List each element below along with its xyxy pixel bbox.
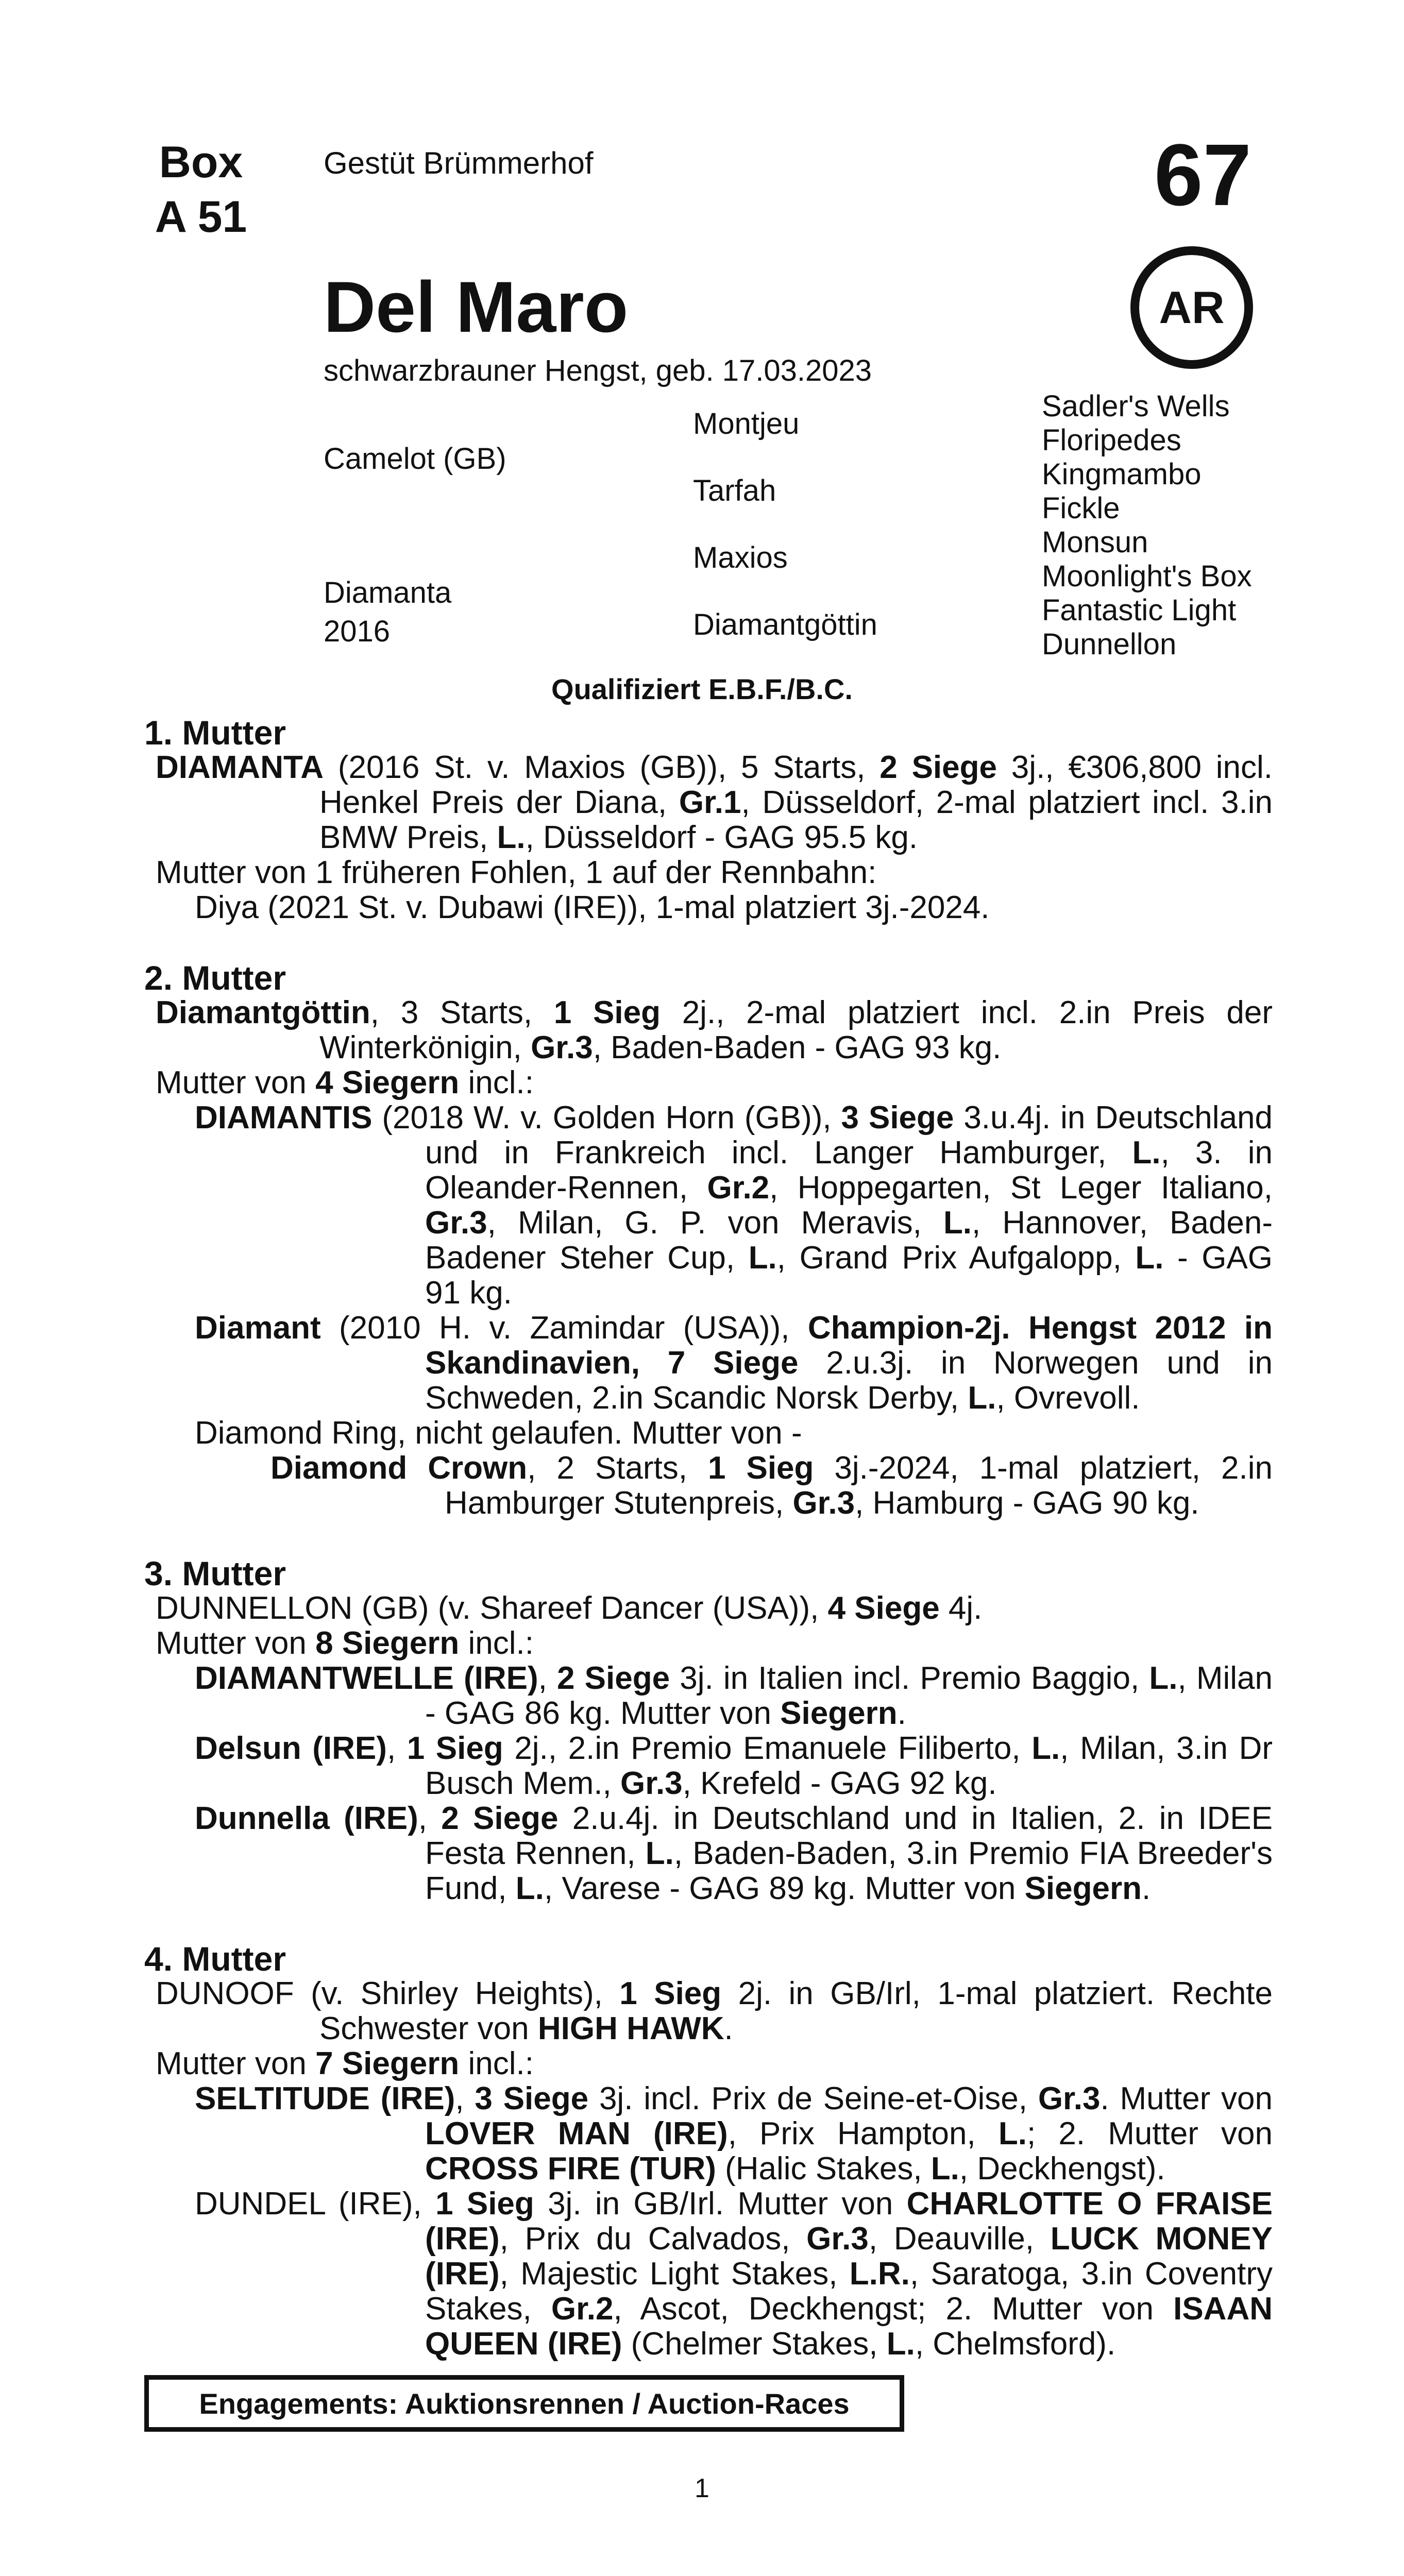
engagements-box: Engagements: Auktionsrennen / Auction-Races [144,2375,904,2432]
box-word: Box [159,138,243,187]
text-run: Mutter von [156,2046,316,2081]
text-run: (Halic Stakes, [716,2151,931,2187]
produce-record [144,1731,1273,1801]
pedigree-great-grandparents [1042,389,1252,662]
text-run: 3j. incl. Prix de Seine-et-Oise, [588,2081,1038,2116]
pedigree-ggp: Dunnellon [1042,628,1177,661]
pedigree-ggp: Kingmambo [1042,457,1202,491]
text-run: 3j. in GB/Irl. Mutter von [534,2186,907,2222]
text-run: 2.u.4j. in Deutschland und in Italien, 2. in IDEE Festa Rennen, [425,1801,1273,1871]
grade: L. [515,1871,544,1906]
text-run: , Deckhengst). [959,2151,1165,2187]
text-run: 2j., 2-mal platziert incl. 2.in Preis der Winterkönigin, [319,995,1273,1065]
text-run: (2010 H. v. Zamindar (USA)), [320,1310,808,1346]
grade: L. [1031,1731,1060,1766]
horse-description: schwarzbrauner Hengst, geb. 17.03.2023 [324,354,872,387]
pedigree-sire: Camelot (GB) [324,442,506,476]
grade: L. [1149,1660,1178,1696]
pedigree-sire-sire: Montjeu [693,407,800,440]
grade: L. [1132,1135,1161,1171]
winners-ref: Siegern [780,1696,898,1731]
dam-line-text [144,715,1273,2397]
horse-ref: HIGH HAWK [537,2011,724,2046]
text-run: , Hamburg - GAG 90 kg. [855,1485,1199,1521]
pedigree-sire-dam: Tarfah [693,474,776,507]
text-run: , Hannover, Baden-Badener Steher Cup, [425,1205,1273,1276]
wins: 2 Siege [441,1801,559,1836]
horse-ref: CROSS FIRE (TUR) [425,2151,716,2187]
text-run: , Milan, G. P. von Meravis, [487,1205,943,1241]
winners-count: 8 Siegern [315,1625,460,1661]
horse-ref: Diamant [195,1310,321,1346]
produce-record [144,2187,1273,2362]
section-title: 1. Mutter [144,714,286,752]
text-run: , Milan, 3.in Dr Busch Mem., [425,1731,1273,1801]
pedigree-ggp: Fantastic Light [1042,594,1237,627]
text-run: , Chelmsford). [915,2326,1116,2362]
text-run: ; 2. Mutter von [1027,2116,1273,2151]
dam-name: Diamantgöttin [156,995,370,1030]
horse-ref: SELTITUDE (IRE) [195,2081,455,2116]
wins: 2 Siege [557,1660,670,1696]
grade: Gr.3 [1038,2081,1101,2116]
wins: 1 Sieg [435,2186,534,2222]
text-run: 2.u.3j. in Norwegen und in Schweden, 2.in Scandic Norsk Derby, [425,1345,1273,1416]
text-run: , Prix Hampton, [728,2116,999,2151]
text-run: , Ovrevoll. [996,1380,1140,1416]
grade: L. [968,1380,996,1416]
text-run: 3j.-2024, 1-mal platziert, 2.in Hamburger Stutenpreis, [445,1450,1273,1521]
text-run: DUNOOF (v. Shirley Heights), [156,1976,620,2011]
grade: L. [497,820,526,855]
text-run: 3j. in Italien incl. Premio Baggio, [670,1660,1149,1696]
text-run: DUNNELLON (GB) (v. Shareef Dancer (USA)), [156,1590,828,1626]
text-run: , 2 Starts, [527,1450,708,1486]
text-run: , Grand Prix Aufgalopp, [776,1240,1136,1276]
wins: 4 Siege [827,1590,940,1626]
text-run: incl.: [459,2046,534,2081]
text-run: 2j., 2.in Premio Emanuele Filiberto, [503,1731,1032,1766]
produce-record [144,1801,1273,1906]
text-run: incl.: [459,1625,534,1661]
text-run: , Varese - GAG 89 kg. Mutter von [544,1871,1025,1906]
text-run: , Baden-Baden - GAG 93 kg. [593,1030,1002,1065]
pedigree-ggp: Fickle [1042,492,1120,525]
text-run: (2016 St. v. Maxios (GB)), 5 Starts, [324,750,880,785]
produce-record [144,2081,1273,2187]
horse-ref: LOVER MAN (IRE) [425,2116,728,2151]
pedigree-dam: Diamanta [324,576,452,609]
dam-record [144,1976,1273,2046]
grade: Gr.2 [551,2291,614,2327]
qualification: Qualifiziert E.B.F./B.C. [551,673,853,705]
grade: L. [886,2326,915,2362]
lot-number: 67 [1154,126,1252,224]
text-run: , Baden-Baden, 3.in Premio FIA Breeder's Fund, [425,1836,1273,1906]
text-run: 3j., €306,800 incl. Henkel Preis der Diana, [319,750,1273,820]
dam-record [144,995,1273,1065]
text-run: . [897,1696,906,1731]
wins: 3 Siege [841,1100,954,1136]
produce-record [144,1451,1273,1521]
grade: Gr.3 [620,1766,683,1801]
horse-ref: DIAMANTIS [195,1100,373,1136]
text-run: , [418,1801,442,1836]
text-run: , Düsseldorf - GAG 95.5 kg. [525,820,918,855]
pedigree-ggp: Monsun [1042,526,1148,559]
section-title: 3. Mutter [144,1554,286,1592]
text-run: , Saratoga, 3.in Coventry Stakes, [425,2256,1273,2327]
grade: Gr.3 [806,2221,869,2257]
text-run: , Majestic Light Stakes, [499,2256,850,2292]
wins: Champion-2j. Hengst 2012 in Skandinavien, 7 Siege [425,1310,1273,1381]
grade: L. [1135,1240,1164,1276]
wins: 2 Siege [879,750,997,785]
grade: Gr.2 [707,1170,770,1206]
section-title: 2. Mutter [144,959,286,997]
dam-record [144,1591,1273,1626]
grade: Gr.3 [425,1205,487,1241]
text-run: , Milan - GAG 86 kg. Mutter von [425,1660,1273,1731]
text-run: , Hoppegarten, St Leger Italiano, [769,1170,1273,1206]
pedigree-dam-year: 2016 [324,615,391,648]
text-run: , 3. in Oleander-Rennen, [425,1135,1273,1206]
wins: 1 Sieg [553,995,661,1030]
produce-record [144,1100,1273,1311]
grade: L. [748,1240,777,1276]
grade: Gr.1 [679,785,741,820]
dam-name: DIAMANTA [156,750,324,785]
ar-badge: AR [1130,246,1253,369]
wins: 1 Sieg [619,1976,722,2011]
box-number: A 51 [155,192,247,242]
text-run: (Chelmer Stakes, [622,2326,887,2362]
text-run: 3.u.4j. in Deutschland und in Frankreich incl. Langer Hamburger, [425,1100,1273,1171]
grade: Gr.3 [792,1485,855,1521]
text-run: 4j. [939,1590,983,1626]
produce-summary [144,2046,1273,2081]
produce-summary [144,1065,1273,1100]
pedigree-dam-dam: Diamantgöttin [693,608,877,641]
text-run: , [455,2081,475,2116]
text-run: , Prix du Calvados, [499,2221,807,2257]
pedigree-dam-sire: Maxios [693,541,788,574]
horse-ref: CHARLOTTE O FRAISE (IRE) [425,2186,1273,2257]
text-run: (2018 W. v. Golden Horn (GB)), [372,1100,841,1136]
winners-count: 7 Siegern [315,2046,460,2081]
winners-ref: Siegern [1024,1871,1142,1906]
pedigree-ggp: Floripedes [1042,423,1181,457]
produce-record [144,1311,1273,1416]
wins: 3 Siege [475,2081,589,2116]
horse-ref: Delsun (IRE) [195,1731,387,1766]
produce-record: Diamond Ring, nicht gelaufen. Mutter von - [195,1415,802,1451]
horse-ref: Diamond Crown [270,1450,528,1486]
wins: 1 Sieg [407,1731,503,1766]
grade: L. [645,1836,674,1871]
stud-name: Gestüt Brümmerhof [324,146,594,180]
horse-ref: Dunnella (IRE) [195,1801,418,1836]
text-run: DUNDEL (IRE), [195,2186,436,2222]
section-second-dam [144,960,1273,1521]
section-fourth-dam [144,1941,1273,2362]
section-title: 4. Mutter [144,1940,286,1978]
text-run: . [724,2011,733,2046]
produce-summary: Mutter von 1 früheren Fohlen, 1 auf der Rennbahn: [156,855,877,890]
horse-ref: DIAMANTWELLE (IRE) [195,1660,538,1696]
grade: L. [943,1205,972,1241]
horse-name: Del Maro [324,266,629,347]
box-label [144,135,258,244]
text-run: . Mutter von [1100,2081,1273,2116]
produce-record: Diya (2021 St. v. Dubawi (IRE)), 1-mal platziert 3j.-2024. [195,890,990,925]
grade: L.R. [849,2256,910,2292]
text-run: . [1141,1871,1151,1906]
section-first-dam [144,715,1273,925]
grade: Gr.3 [531,1030,593,1065]
text-run: , [538,1660,557,1696]
text-run: 2j. in GB/Irl, 1-mal platziert. Rechte Schwester von [319,1976,1273,2046]
text-run: , Düsseldorf, 2-mal platziert incl. 3.in BMW Preis, [319,785,1273,855]
pedigree-ggp: Sadler's Wells [1042,389,1230,423]
text-run: , 3 Starts, [370,995,554,1030]
grade: L. [931,2151,959,2187]
page-number: 1 [695,2473,709,2503]
section-third-dam [144,1556,1273,1906]
produce-record [144,1661,1273,1731]
produce-summary [144,1626,1273,1661]
winners-count: 4 Siegern [315,1065,460,1100]
text-run: - GAG 91 kg. [425,1240,1273,1311]
text-run: , Ascot, Deckhengst; 2. Mutter von [613,2291,1174,2327]
pedigree-ggp: Moonlight's Box [1042,560,1252,593]
wins: 1 Sieg [707,1450,814,1486]
horse-ref: ISAAN QUEEN (IRE) [425,2291,1273,2362]
text-run: , Krefeld - GAG 92 kg. [682,1766,997,1801]
text-run: Mutter von [156,1625,316,1661]
dam-record [144,750,1273,855]
grade: L. [998,2116,1027,2151]
text-run: , Deauville, [868,2221,1051,2257]
horse-ref: LUCK MONEY (IRE) [425,2221,1273,2292]
text-run: incl.: [459,1065,534,1100]
text-run: Mutter von [156,1065,316,1100]
text-run: , [386,1731,407,1766]
